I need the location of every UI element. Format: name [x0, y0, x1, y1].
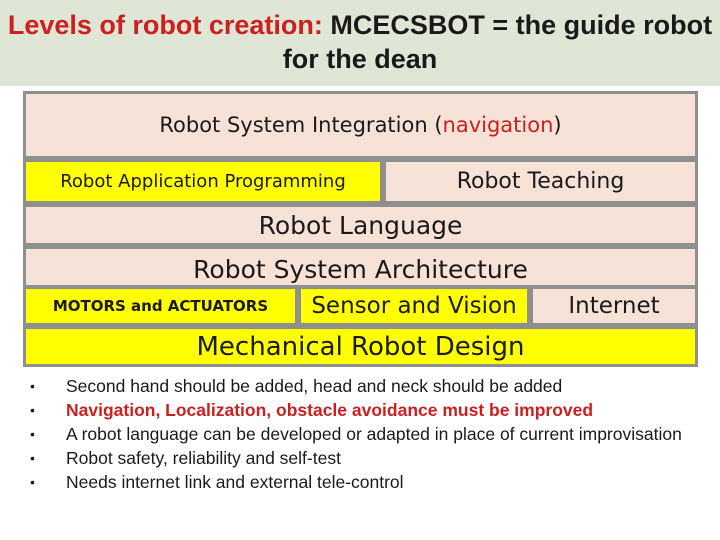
bullet-dot-icon: •	[30, 378, 35, 394]
architecture-label: Robot System Architecture	[193, 254, 528, 284]
bullet-text: A robot language can be developed or adapted in place of current improvisation	[66, 424, 682, 444]
bullet-item	[30, 470, 710, 494]
integration-highlight: navigation	[442, 113, 554, 137]
integration-suffix: )	[553, 113, 562, 137]
bullet-item	[30, 422, 710, 446]
motors-label: MOTORS and ACTUATORS	[52, 297, 269, 315]
slide-title	[0, 8, 720, 76]
bullet-text: Second hand should be added, head and neck should be added	[66, 376, 563, 396]
bullet-item	[30, 374, 710, 398]
teaching-label: Robot Teaching	[456, 169, 625, 194]
mechanical-label: Mechanical Robot Design	[196, 331, 525, 362]
bullet-text: Needs internet link and external tele-control	[66, 472, 404, 492]
bullet-item	[30, 446, 710, 470]
bullet-text: Navigation, Localization, obstacle avoidance must be improved	[66, 400, 594, 420]
bullet-item-emphasis	[30, 398, 710, 422]
language-label: Robot Language	[258, 210, 463, 240]
bullet-text: Robot safety, reliability and self-test	[66, 448, 341, 468]
layer-robot-language	[23, 204, 698, 246]
sensor-label: Sensor and Vision	[311, 293, 517, 319]
bullet-list	[30, 374, 710, 494]
box-robot-teaching	[383, 159, 698, 204]
application-programming-label: Robot Application Programming	[60, 171, 346, 192]
layer-system-architecture	[23, 246, 698, 288]
internet-label: Internet	[568, 293, 660, 319]
bullet-dot-icon: •	[30, 402, 35, 418]
box-application-programming	[23, 159, 383, 204]
title-highlight: Levels of robot creation:	[7, 10, 323, 40]
box-sensor-vision	[298, 286, 530, 326]
box-motors-actuators	[23, 286, 298, 326]
title-rest: MCECSBOT = the guide robot for the dean	[282, 10, 713, 74]
box-internet	[530, 286, 698, 326]
bullet-dot-icon: •	[30, 450, 35, 466]
box-mechanical-design	[23, 326, 698, 367]
layer-system-integration	[23, 91, 698, 159]
bullet-dot-icon: •	[30, 426, 35, 442]
bullet-dot-icon: •	[30, 474, 35, 490]
integration-prefix: Robot System Integration (	[159, 113, 443, 137]
